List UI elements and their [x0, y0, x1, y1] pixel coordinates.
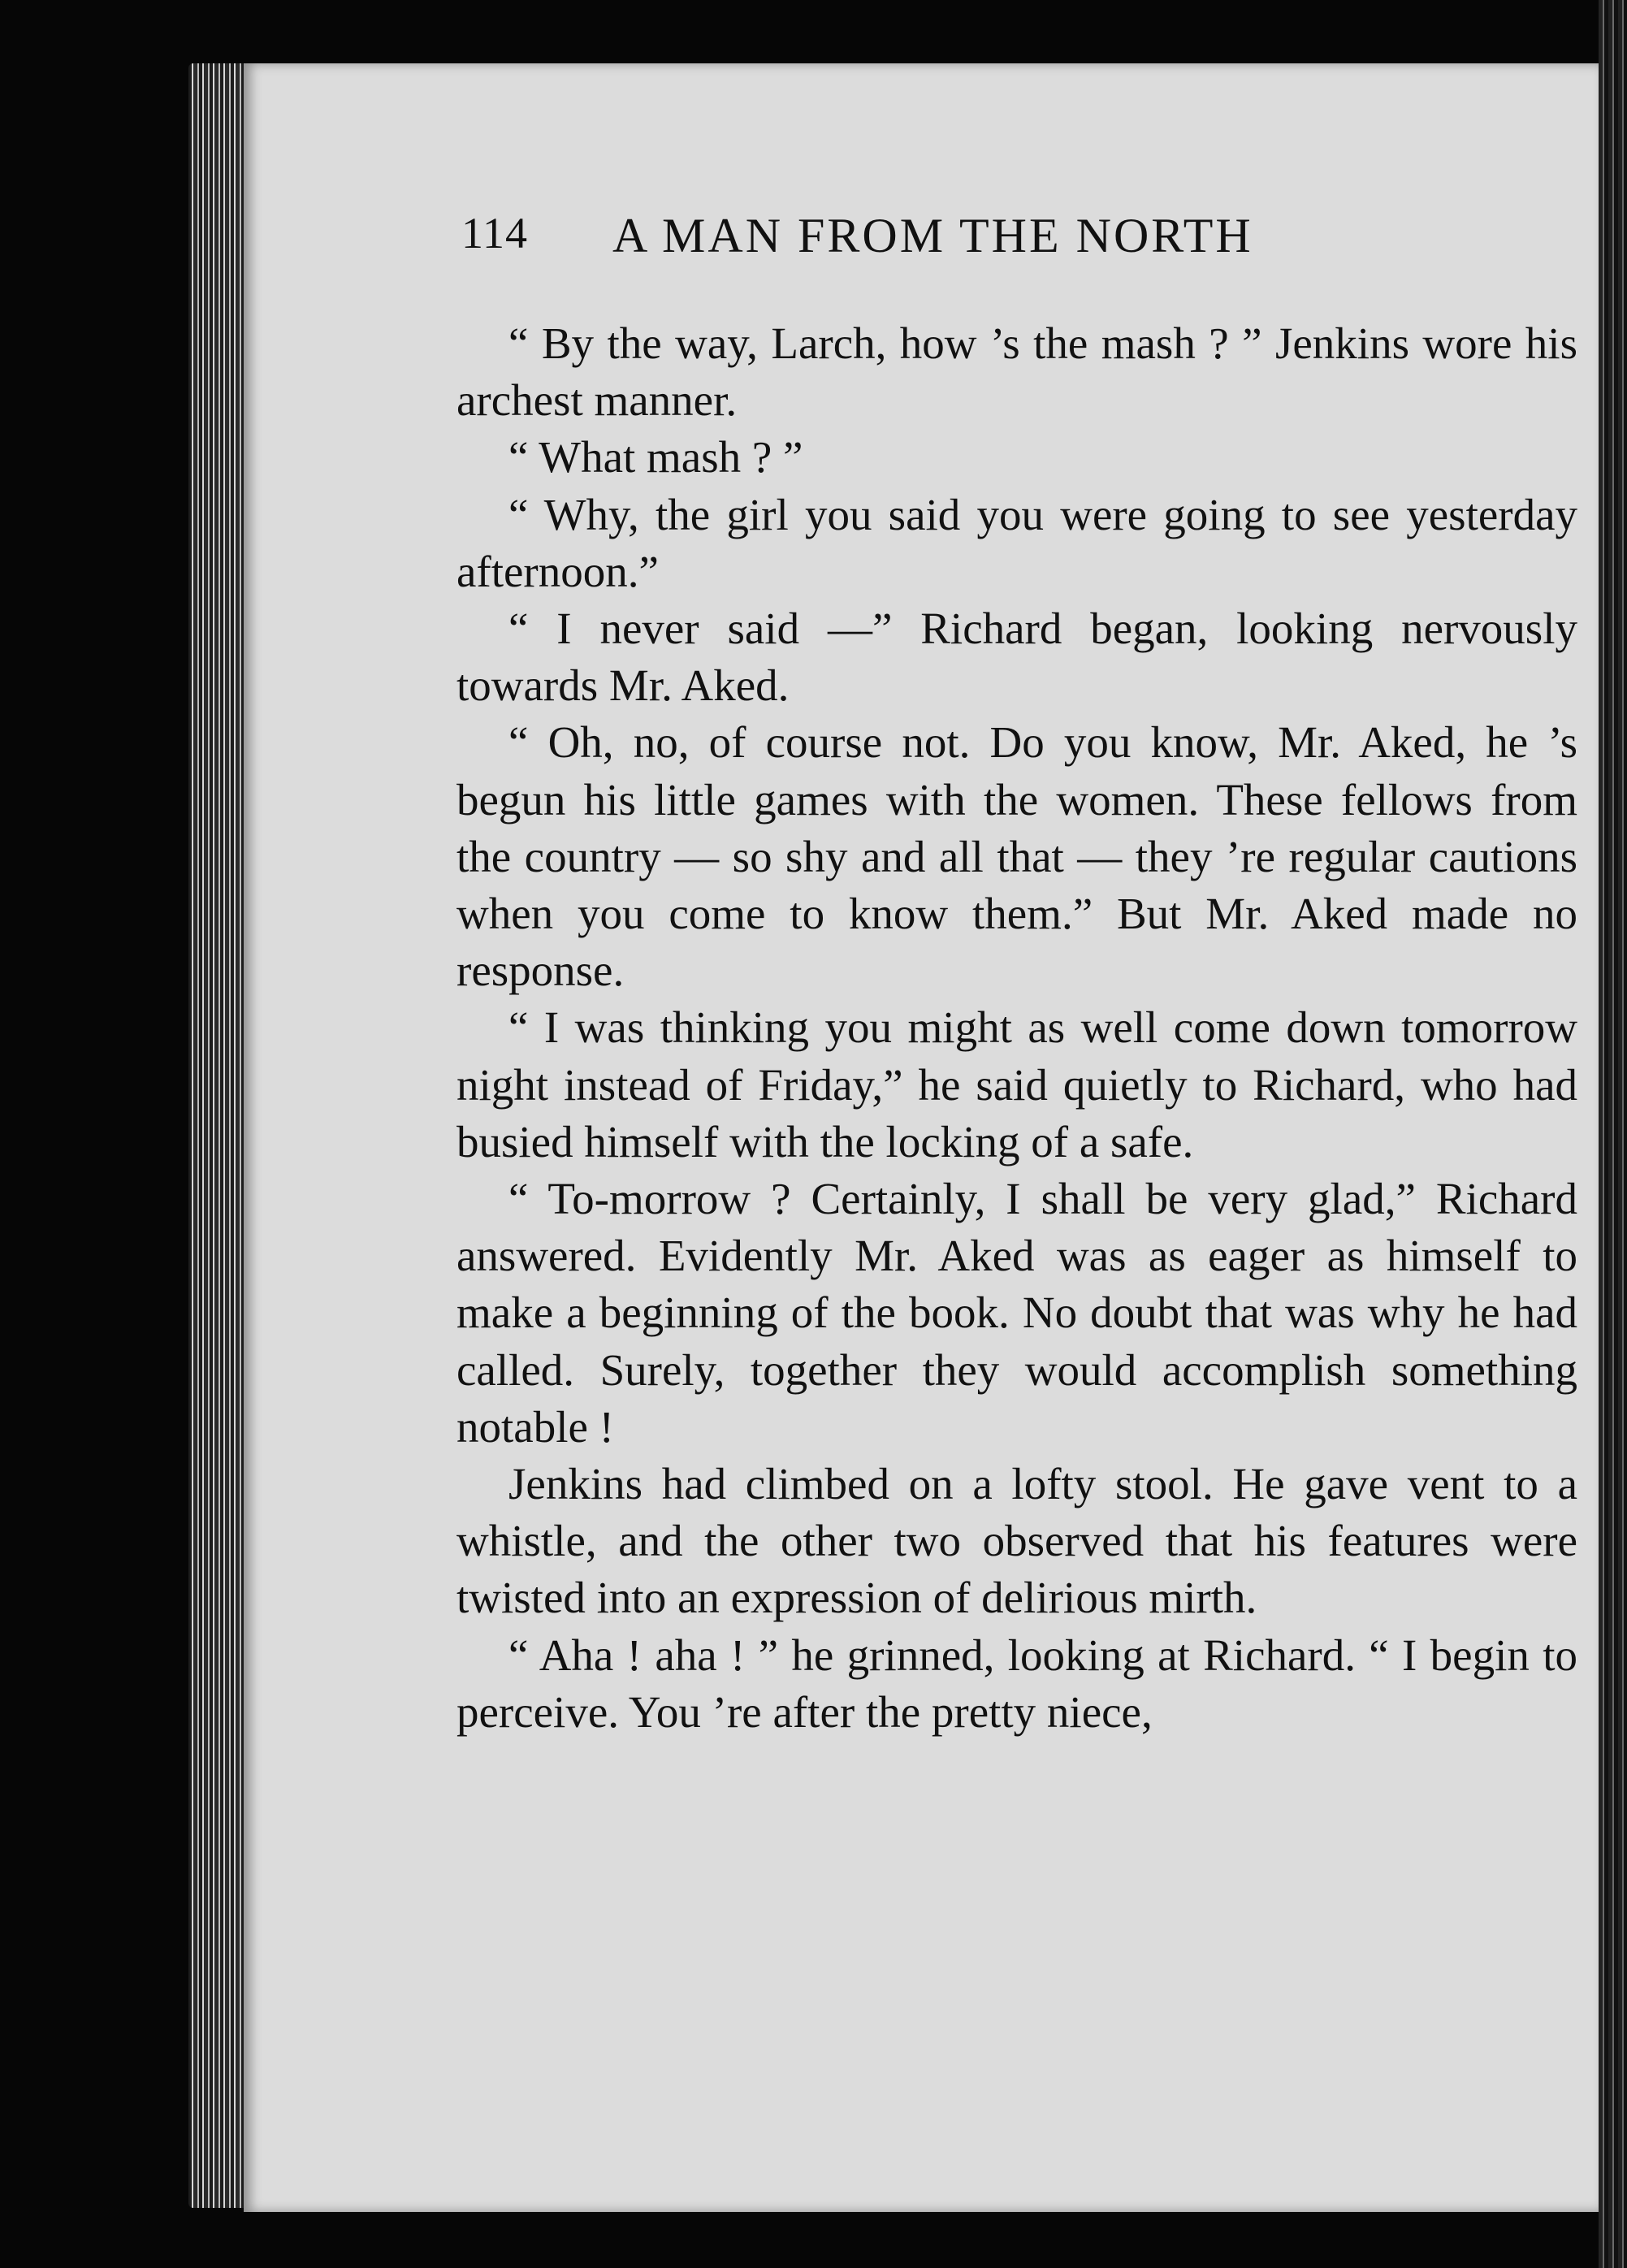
paragraph: “ By the way, Larch, how ’s the mash ? ” Jenkins wore his archest manner. — [457, 318, 1577, 426]
running-title: A MAN FROM THE NORTH — [612, 209, 1253, 262]
page-header — [461, 208, 1582, 273]
paragraph: Jenkins had climbed on a lofty stool. He gave vent to a whistle, and the other two observed that his features were twisted into an expression of delirious mirth. — [457, 1459, 1577, 1623]
paragraph: “ Oh, no, of course not. Do you know, Mr. Aked, he ’s begun his little games with the women. These fellows from the country — so shy and all that — they ’re regular cautions when you come to know them.” But Mr. Aked made no response. — [457, 717, 1577, 996]
paragraph: “ I never said —” Richard began, looking nervously towards Mr. Aked. — [457, 604, 1577, 711]
paragraph: “ I was thinking you might as well come down tomorrow night instead of Friday,” he said quietly to Richard, who had busied himself with the locking of a safe. — [457, 1002, 1577, 1166]
page-number: 114 — [461, 209, 528, 258]
paragraph: “ What mash ? ” — [508, 432, 803, 483]
body-text — [457, 315, 1577, 1741]
paragraph: “ Aha ! aha ! ” he grinned, looking at Richard. “ I begin to perceive. You ’re after the pretty niece, — [457, 1630, 1577, 1737]
paragraph: “ To-morrow ? Certainly, I shall be very glad,” Richard answered. Evidently Mr. Aked was as eager as himself to make a beginning of the book. No doubt that was why he had called. Surely, together they would accomplish something notable ! — [457, 1174, 1577, 1452]
book-binding-edge — [1599, 0, 1627, 2268]
book-page — [244, 63, 1599, 2212]
paragraph: “ Why, the girl you said you were going to see yesterday afternoon.” — [457, 489, 1577, 596]
